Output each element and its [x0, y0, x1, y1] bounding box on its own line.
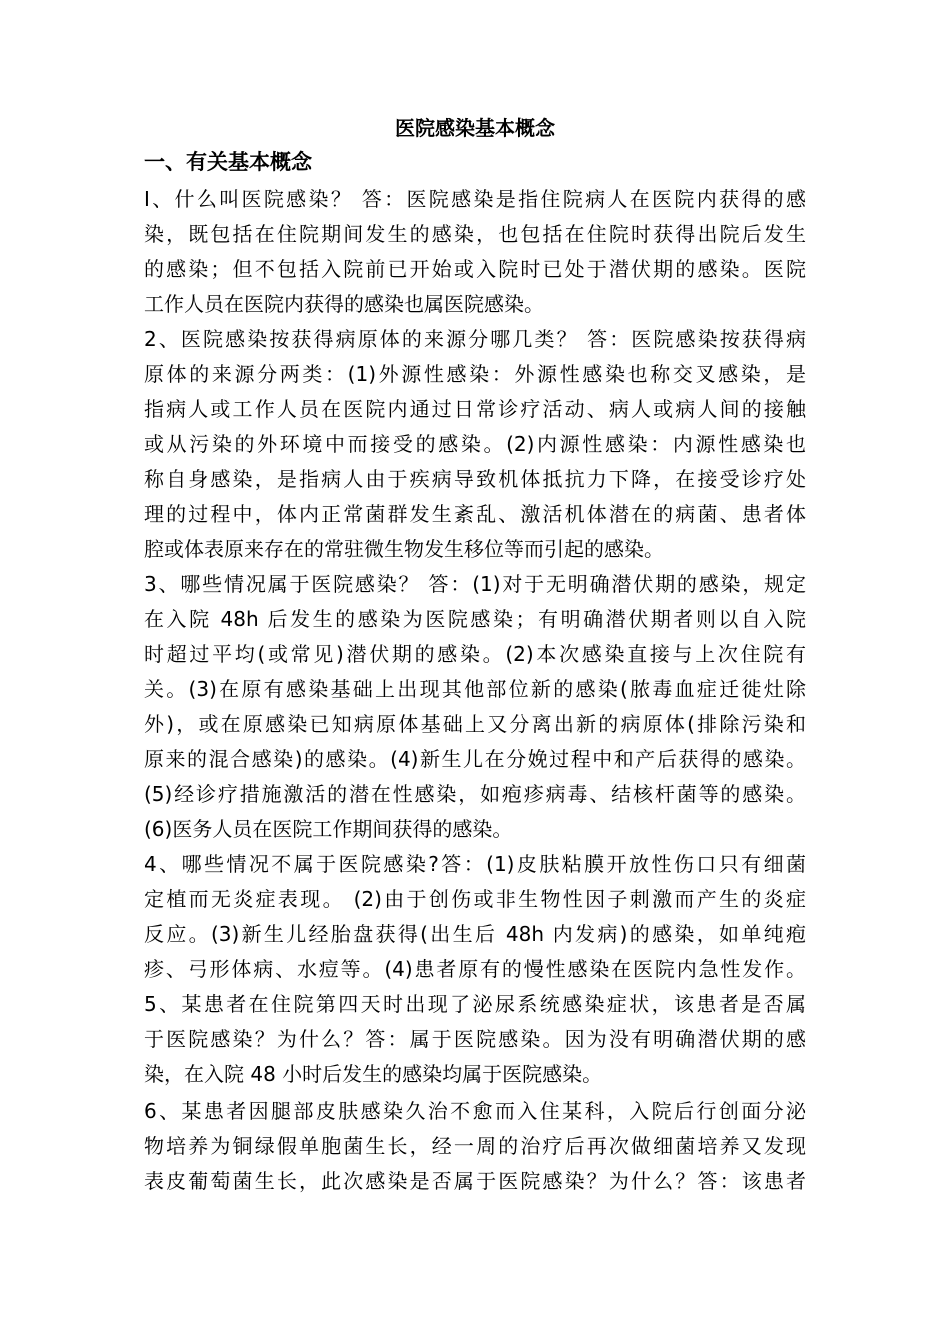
paragraph-line: 物培养为铜绿假单胞菌生长，经一周的治疗后再次做细菌培养又发现 [144, 1134, 806, 1158]
paragraph-line: 定植而无炎症表现。 (2)由于创伤或非生物性因子刺激而产生的炎症 [144, 887, 806, 911]
paragraph-line: 4、哪些情况不属于医院感染?答：(1)皮肤粘膜开放性伤口只有细菌 [144, 852, 806, 876]
paragraph-line: 工作人员在医院内获得的感染也属医院感染。 [144, 292, 544, 316]
paragraph-line: 的感染；但不包括入院前已开始或入院时已处于潜伏期的感染。医院 [144, 257, 806, 281]
paragraph-line: 反应。(3)新生儿经胎盘获得(出生后 48h 内发病)的感染，如单纯疱 [144, 922, 806, 946]
paragraph-line: 关。(3)在原有感染基础上出现其他部位新的感染(脓毒血症迁徙灶除 [144, 677, 806, 701]
paragraph-line: 原来的混合感染)的感染。(4)新生儿在分娩过程中和产后获得的感染。 [144, 747, 806, 771]
paragraph-line: 染，既包括在住院期间发生的感染，也包括在住院时获得出院后发生 [144, 222, 806, 246]
paragraph-line: 疹、弓形体病、水痘等。(4)患者原有的慢性感染在医院内急性发作。 [144, 957, 806, 981]
paragraph-line: 腔或体表原来存在的常驻微生物发生移位等而引起的感染。 [144, 537, 664, 561]
paragraph-line: 或从污染的外环境中而接受的感染。(2)内源性感染：内源性感染也 [144, 432, 806, 456]
paragraph-line: (5)经诊疗措施激活的潜在性感染，如疱疹病毒、结核杆菌等的感染。 [144, 782, 806, 806]
paragraph-line: 5、某患者在住院第四天时出现了泌尿系统感染症状，该患者是否属 [144, 992, 806, 1016]
paragraph-line: Ⅰ、什么叫医院感染？ 答：医院感染是指住院病人在医院内获得的感 [144, 187, 806, 211]
paragraph-line: 原体的来源分两类：(1)外源性感染：外源性感染也称交叉感染，是 [144, 362, 806, 386]
paragraph-line: 2、医院感染按获得病原体的来源分哪几类？ 答：医院感染按获得病 [144, 327, 806, 351]
document-title: 医院感染基本概念 [395, 116, 555, 140]
section-heading: 一、有关基本概念 [144, 150, 312, 174]
paragraph-line: 时超过平均(或常见)潜伏期的感染。(2)本次感染直接与上次住院有 [144, 642, 806, 666]
paragraph-line: 外)，或在原感染已知病原体基础上又分离出新的病原体(排除污染和 [144, 712, 806, 736]
paragraph-line: 6、某患者因腿部皮肤感染久治不愈而入住某科，入院后行创面分泌 [144, 1099, 806, 1123]
paragraph-line: 指病人或工作人员在医院内通过日常诊疗活动、病人或病人间的接触 [144, 397, 806, 421]
paragraph-line: (6)医务人员在医院工作期间获得的感染。 [144, 817, 513, 841]
paragraph-line: 于医院感染？为什么？答：属于医院感染。因为没有明确潜伏期的感 [144, 1027, 806, 1051]
paragraph-line: 表皮葡萄菌生长，此次感染是否属于医院感染？为什么？答：该患者 [144, 1169, 806, 1193]
paragraph-line: 理的过程中，体内正常菌群发生紊乱、激活机体潜在的病菌、患者体 [144, 502, 806, 526]
paragraph-line: 称自身感染，是指病人由于疾病导致机体抵抗力下降，在接受诊疗处 [144, 467, 806, 491]
paragraph-line: 3、哪些情况属于医院感染？ 答：(1)对于无明确潜伏期的感染，规定 [144, 572, 806, 596]
paragraph-line: 在入院 48h 后发生的感染为医院感染；有明确潜伏期者则以自入院 [144, 607, 806, 631]
paragraph-line: 染，在入院 48 小时后发生的感染均属于医院感染。 [144, 1062, 603, 1086]
